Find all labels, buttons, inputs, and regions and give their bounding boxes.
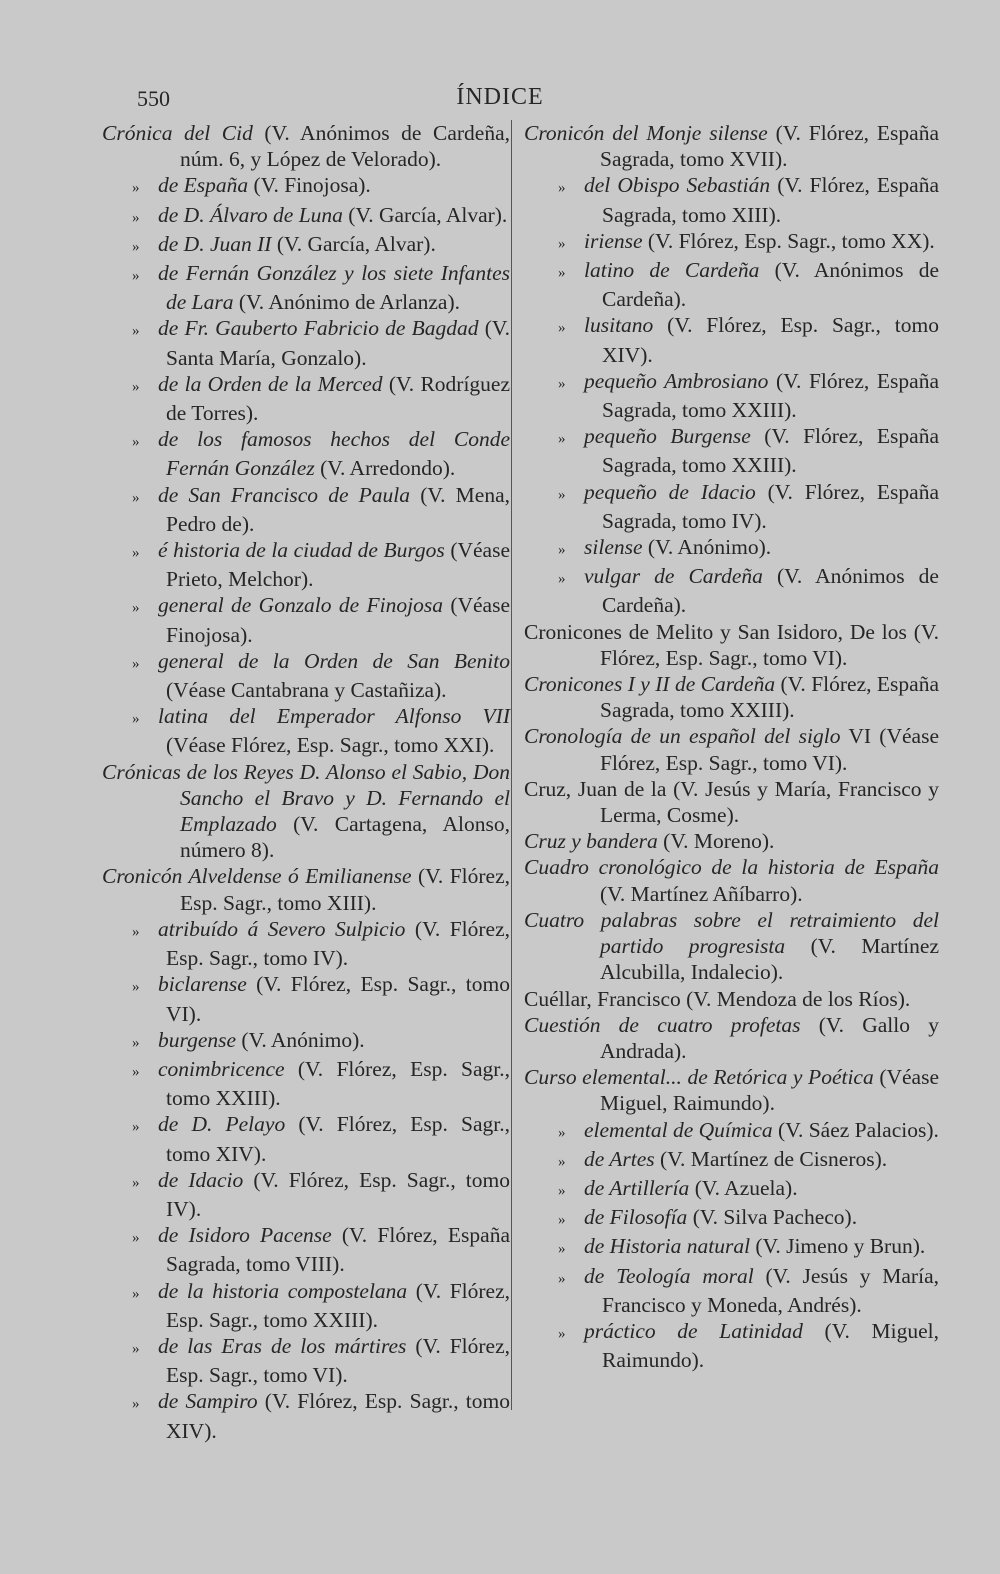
index-subentry	[524, 172, 939, 227]
entry-title: de la Orden de la Merced	[158, 371, 383, 396]
index-subentry	[524, 1146, 939, 1175]
entry-reference: (V. Anónimo).	[236, 1027, 365, 1052]
entry-reference: (V. Flórez, Esp. Sagr., tomo XIV).	[166, 1112, 510, 1166]
index-subentry	[524, 534, 939, 563]
entry-reference: (Véase Finojosa).	[166, 593, 510, 647]
entry-reference: (V. Flórez, Esp. Sagr., tomo XX).	[642, 228, 935, 253]
column-divider	[511, 120, 512, 1410]
entry-title: biclarense	[158, 972, 247, 997]
index-subentry	[102, 648, 510, 703]
index-subentry	[102, 916, 510, 971]
index-subentry	[102, 703, 510, 758]
entry-reference: (V. Jimeno y Brun).	[750, 1234, 926, 1259]
entry-title: de Historia natural	[584, 1234, 751, 1259]
entry-title: de Idacio	[158, 1167, 244, 1192]
entry-reference: (V. García, Alvar).	[342, 202, 508, 227]
index-column-right	[524, 120, 939, 1373]
ditto-mark: »	[558, 375, 566, 392]
index-entry	[102, 759, 510, 864]
entry-title: de D. Juan II	[158, 231, 272, 256]
index-entry	[524, 671, 939, 723]
ditto-mark: »	[558, 180, 566, 197]
entry-reference: (Véase Prieto, Melchor).	[166, 538, 510, 592]
entry-reference: (V. García, Alvar).	[271, 231, 436, 256]
ditto-mark: »	[132, 1230, 140, 1247]
entry-title: silense	[584, 535, 643, 560]
ditto-mark: »	[132, 323, 140, 340]
entry-title: de Artillería	[584, 1175, 690, 1200]
entry-reference: (V. Flórez, Esp. Sagr., tomo XXIII).	[166, 1278, 510, 1332]
index-subentry	[102, 1278, 510, 1333]
entry-title: general de Gonzalo de Finojosa	[158, 593, 443, 618]
ditto-mark: »	[132, 1034, 140, 1051]
entry-title: de Teología moral	[584, 1263, 754, 1288]
entry-title: de Fernán González y los siete Infantes de Lara	[158, 261, 510, 315]
ditto-mark: »	[132, 489, 140, 506]
index-subentry	[524, 368, 939, 423]
entry-reference: (V. Flórez, Esp. Sagr., tomo XXIII).	[166, 1056, 510, 1111]
entry-reference: (V. Finojosa).	[248, 173, 371, 198]
index-subentry	[102, 1111, 510, 1166]
entry-title: de Sampiro	[158, 1389, 258, 1414]
entry-title: de España	[158, 173, 249, 198]
entry-title: de la historia compostelana	[158, 1278, 408, 1303]
index-subentry	[524, 312, 939, 367]
index-subentry	[102, 202, 510, 231]
index-subentry	[102, 172, 510, 201]
entry-title: iriense	[584, 228, 643, 253]
entry-reference: (V. Flórez, España Sagrada, tomo XIII).	[602, 173, 939, 227]
entry-reference: (V. Flórez, Esp. Sagr., tomo XIV).	[602, 313, 939, 367]
index-subentry	[524, 257, 939, 312]
index-subentry	[102, 482, 510, 537]
entry-reference: (V. Cartagena, Alonso, número 8).	[180, 812, 510, 863]
entry-reference: (V. Flórez, Esp. Sagr., tomo IV).	[166, 916, 510, 971]
index-entry	[524, 854, 939, 906]
ditto-mark: »	[132, 378, 140, 395]
entry-reference: (V. Anónimos de Cardeña, núm. 6, y López de Velorado).	[180, 121, 510, 172]
index-subentry	[524, 1233, 939, 1262]
entry-reference: Cruz, Juan de la (V. Jesús y María, Francisco y Lerma, Cosme).	[524, 776, 939, 828]
entry-reference: (V. Flórez, Esp. Sagr., tomo XIV).	[166, 1389, 510, 1443]
entry-reference: (V. Flórez, España Sagrada, tomo XVII).	[600, 121, 939, 172]
index-entry	[524, 907, 939, 986]
entry-title: general de la Orden de San Benito	[158, 648, 510, 673]
entry-title: de D. Álvaro de Luna	[158, 202, 343, 227]
ditto-mark: »	[558, 1212, 566, 1229]
ditto-mark: »	[558, 542, 566, 559]
entry-reference: (V. Anónimo).	[642, 535, 772, 560]
entry-reference: (V. Flórez, Esp. Sagr., tomo VI).	[166, 1333, 510, 1388]
ditto-mark: »	[132, 1119, 140, 1136]
entry-reference: (V. Anónimos de Cardeña).	[602, 258, 939, 312]
entry-title: de Filosofía	[584, 1205, 688, 1230]
index-entry	[524, 619, 939, 671]
entry-reference: (V. Flórez, España Sagrada, tomo IV).	[602, 479, 939, 533]
entry-title: Cuatro palabras sobre el retraimiento del partido progresista	[524, 907, 939, 959]
ditto-mark: »	[132, 1174, 140, 1191]
entry-reference: (V. Santa María, Gonzalo).	[166, 316, 510, 370]
page-number: 550	[137, 86, 170, 111]
entry-title: burgense	[158, 1027, 237, 1052]
ditto-mark: »	[558, 431, 566, 448]
entry-title: de los famosos hechos del Conde Fernán González	[158, 427, 510, 481]
ditto-mark: »	[558, 265, 566, 282]
ditto-mark: »	[132, 434, 140, 451]
index-subentry	[524, 479, 939, 534]
entry-reference: (V. Flórez, España Sagrada, tomo VIII).	[166, 1223, 510, 1277]
ditto-mark: »	[558, 235, 566, 252]
ditto-mark: »	[132, 923, 140, 940]
ditto-mark: »	[132, 655, 140, 672]
entry-reference: Cuéllar, Francisco (V. Mendoza de los Ríos).	[524, 986, 911, 1011]
index-subentry	[524, 1318, 939, 1373]
index-entry	[524, 723, 939, 775]
entry-reference: (V. Silva Pacheco).	[687, 1205, 858, 1230]
entry-title: Cronicón del Monje silense	[524, 121, 768, 145]
ditto-mark: »	[132, 268, 140, 285]
index-subentry	[102, 592, 510, 647]
ditto-mark: »	[558, 1241, 566, 1258]
index-subentry	[102, 971, 510, 1026]
entry-title: Cronología de un español del siglo	[524, 724, 841, 749]
entry-title: latina del Emperador Alfonso VII	[158, 704, 510, 729]
index-entry	[102, 120, 510, 172]
ditto-mark: »	[132, 209, 140, 226]
entry-reference: (V. Martínez Añíbarro).	[600, 881, 803, 906]
index-subentry	[524, 1263, 939, 1318]
entry-title: de Fr. Gauberto Fabricio de Bagdad	[158, 316, 479, 341]
entry-reference: (V. Flórez, Esp. Sagr., tomo IV).	[166, 1167, 511, 1221]
entry-reference: (V. Anónimos de Cardeña).	[602, 564, 939, 618]
index-subentry	[102, 260, 510, 315]
ditto-mark: »	[132, 180, 140, 197]
index-entry	[524, 776, 939, 828]
ditto-mark: »	[558, 320, 566, 337]
ditto-mark: »	[132, 238, 140, 255]
entry-title: pequeño de Idacio	[584, 479, 756, 504]
entry-reference: (V. Mena, Pedro de).	[166, 482, 510, 536]
entry-title: de las Eras de los mártires	[158, 1333, 407, 1358]
ditto-mark: »	[558, 1270, 566, 1287]
entry-reference: (V. Flórez, España Sagrada, tomo XXIII).	[600, 672, 939, 723]
entry-title: de Isidoro Pacense	[158, 1223, 332, 1248]
entry-title: vulgar de Cardeña	[584, 564, 763, 589]
entry-reference: (Véase Cantabrana y Castañiza).	[166, 678, 447, 703]
entry-reference: (V. Jesús y María, Francisco y Moneda, Andrés).	[602, 1263, 939, 1317]
entry-title: de Artes	[584, 1146, 655, 1171]
index-subentry	[524, 1117, 939, 1146]
index-subentry	[524, 563, 939, 618]
index-subentry	[102, 371, 510, 426]
ditto-mark: »	[132, 545, 140, 562]
index-subentry	[102, 1222, 510, 1277]
index-subentry	[102, 1333, 510, 1388]
entry-reference: (V. Sáez Palacios).	[772, 1117, 939, 1142]
ditto-mark: »	[132, 1396, 140, 1413]
entry-title: Cronicones I y II de Cardeña	[524, 672, 776, 697]
entry-reference: (V. Flórez, Esp. Sagr., tomo XIII).	[180, 864, 511, 915]
index-subentry	[102, 1388, 510, 1443]
index-subentry	[102, 1056, 510, 1111]
entry-title: del Obispo Sebastián	[584, 173, 771, 198]
entry-reference: (V. Flórez, España Sagrada, tomo XXIII).	[602, 424, 939, 478]
entry-title: Cuestión de cuatro profetas	[524, 1012, 801, 1037]
entry-title: conimbricence	[158, 1056, 285, 1081]
entry-title: pequeño Ambrosiano	[584, 368, 769, 393]
entry-title: lusitano	[584, 313, 654, 338]
entry-reference: (V. Miguel, Raimundo).	[602, 1318, 939, 1373]
entry-title: Curso elemental... de Retórica y Poética	[524, 1065, 874, 1090]
index-column-left	[102, 120, 510, 1444]
index-subentry	[102, 426, 510, 481]
index-subentry	[524, 228, 939, 257]
entry-reference: (V. Anónimo de Arlanza).	[233, 290, 461, 315]
ditto-mark: »	[558, 571, 566, 588]
index-subentry	[102, 315, 510, 370]
ditto-mark: »	[132, 600, 140, 617]
entry-reference: Cronicones de Melito y San Isidoro, De los (V. Flórez, Esp. Sagr., tomo VI).	[524, 619, 939, 670]
index-subentry	[102, 231, 510, 260]
ditto-mark: »	[132, 1063, 140, 1080]
entry-title: Cuadro cronológico de la historia de España	[524, 855, 939, 880]
entry-title: de San Francisco de Paula	[158, 482, 411, 507]
entry-reference: (V. Flórez, Esp. Sagr., tomo VI).	[166, 972, 510, 1026]
ditto-mark: »	[558, 1124, 566, 1141]
entry-title: de D. Pelayo	[158, 1112, 286, 1137]
index-entry	[524, 1064, 939, 1116]
entry-reference: (V. Flórez, España Sagrada, tomo XXIII).	[602, 368, 939, 423]
entry-title: latino de Cardeña	[584, 258, 760, 283]
entry-title: Crónicas de los Reyes D. Alonso el Sabio, Don Sancho el Bravo y D. Fernando el Emplazado	[102, 759, 510, 837]
entry-reference: (V. Azuela).	[689, 1175, 798, 1200]
index-subentry	[524, 1204, 939, 1233]
ditto-mark: »	[558, 1325, 566, 1342]
entry-reference: (V. Arredondo).	[314, 456, 456, 481]
entry-title: Crónica del Cid	[102, 121, 253, 145]
entry-reference: (V. Gallo y Andrada).	[600, 1012, 939, 1063]
index-entry	[524, 986, 939, 1012]
ditto-mark: »	[132, 711, 140, 728]
ditto-mark: »	[132, 979, 140, 996]
entry-title: pequeño Burgense	[584, 424, 751, 449]
index-entry	[524, 828, 939, 854]
ditto-mark: »	[558, 1182, 566, 1199]
ditto-mark: »	[558, 486, 566, 503]
index-subentry	[524, 1175, 939, 1204]
index-entry	[524, 120, 939, 172]
index-entry	[102, 863, 510, 915]
index-entry	[524, 1012, 939, 1064]
index-subentry	[524, 423, 939, 478]
ditto-mark: »	[132, 1340, 140, 1357]
entry-title: práctico de Latinidad	[584, 1318, 803, 1343]
entry-reference: (Véase Flórez, Esp. Sagr., tomo XXI).	[166, 733, 495, 758]
entry-title: Cruz y bandera	[524, 829, 658, 854]
index-subentry	[102, 1027, 510, 1056]
entry-title: elemental de Química	[584, 1117, 773, 1142]
ditto-mark: »	[132, 1285, 140, 1302]
entry-reference: (V. Rodríguez de Torres).	[166, 371, 510, 426]
ditto-mark: »	[558, 1153, 566, 1170]
running-head: ÍNDICE	[456, 84, 544, 110]
entry-title: atribuído á Severo Sulpicio	[158, 916, 406, 941]
entry-reference: (V. Martínez Alcubilla, Indalecio).	[600, 934, 939, 985]
entry-title: é historia de la ciudad de Burgos	[158, 538, 445, 563]
entry-reference: (V. Moreno).	[657, 829, 775, 854]
index-subentry	[102, 1167, 510, 1222]
entry-title: Cronicón Alveldense ó Emilianense	[102, 864, 412, 889]
entry-reference: (V. Martínez de Cisneros).	[654, 1146, 888, 1171]
index-subentry	[102, 537, 510, 592]
entry-reference: VI (Véase Flórez, Esp. Sagr., tomo VI).	[600, 724, 939, 775]
entry-reference: (Véase Miguel, Raimundo).	[600, 1065, 939, 1116]
